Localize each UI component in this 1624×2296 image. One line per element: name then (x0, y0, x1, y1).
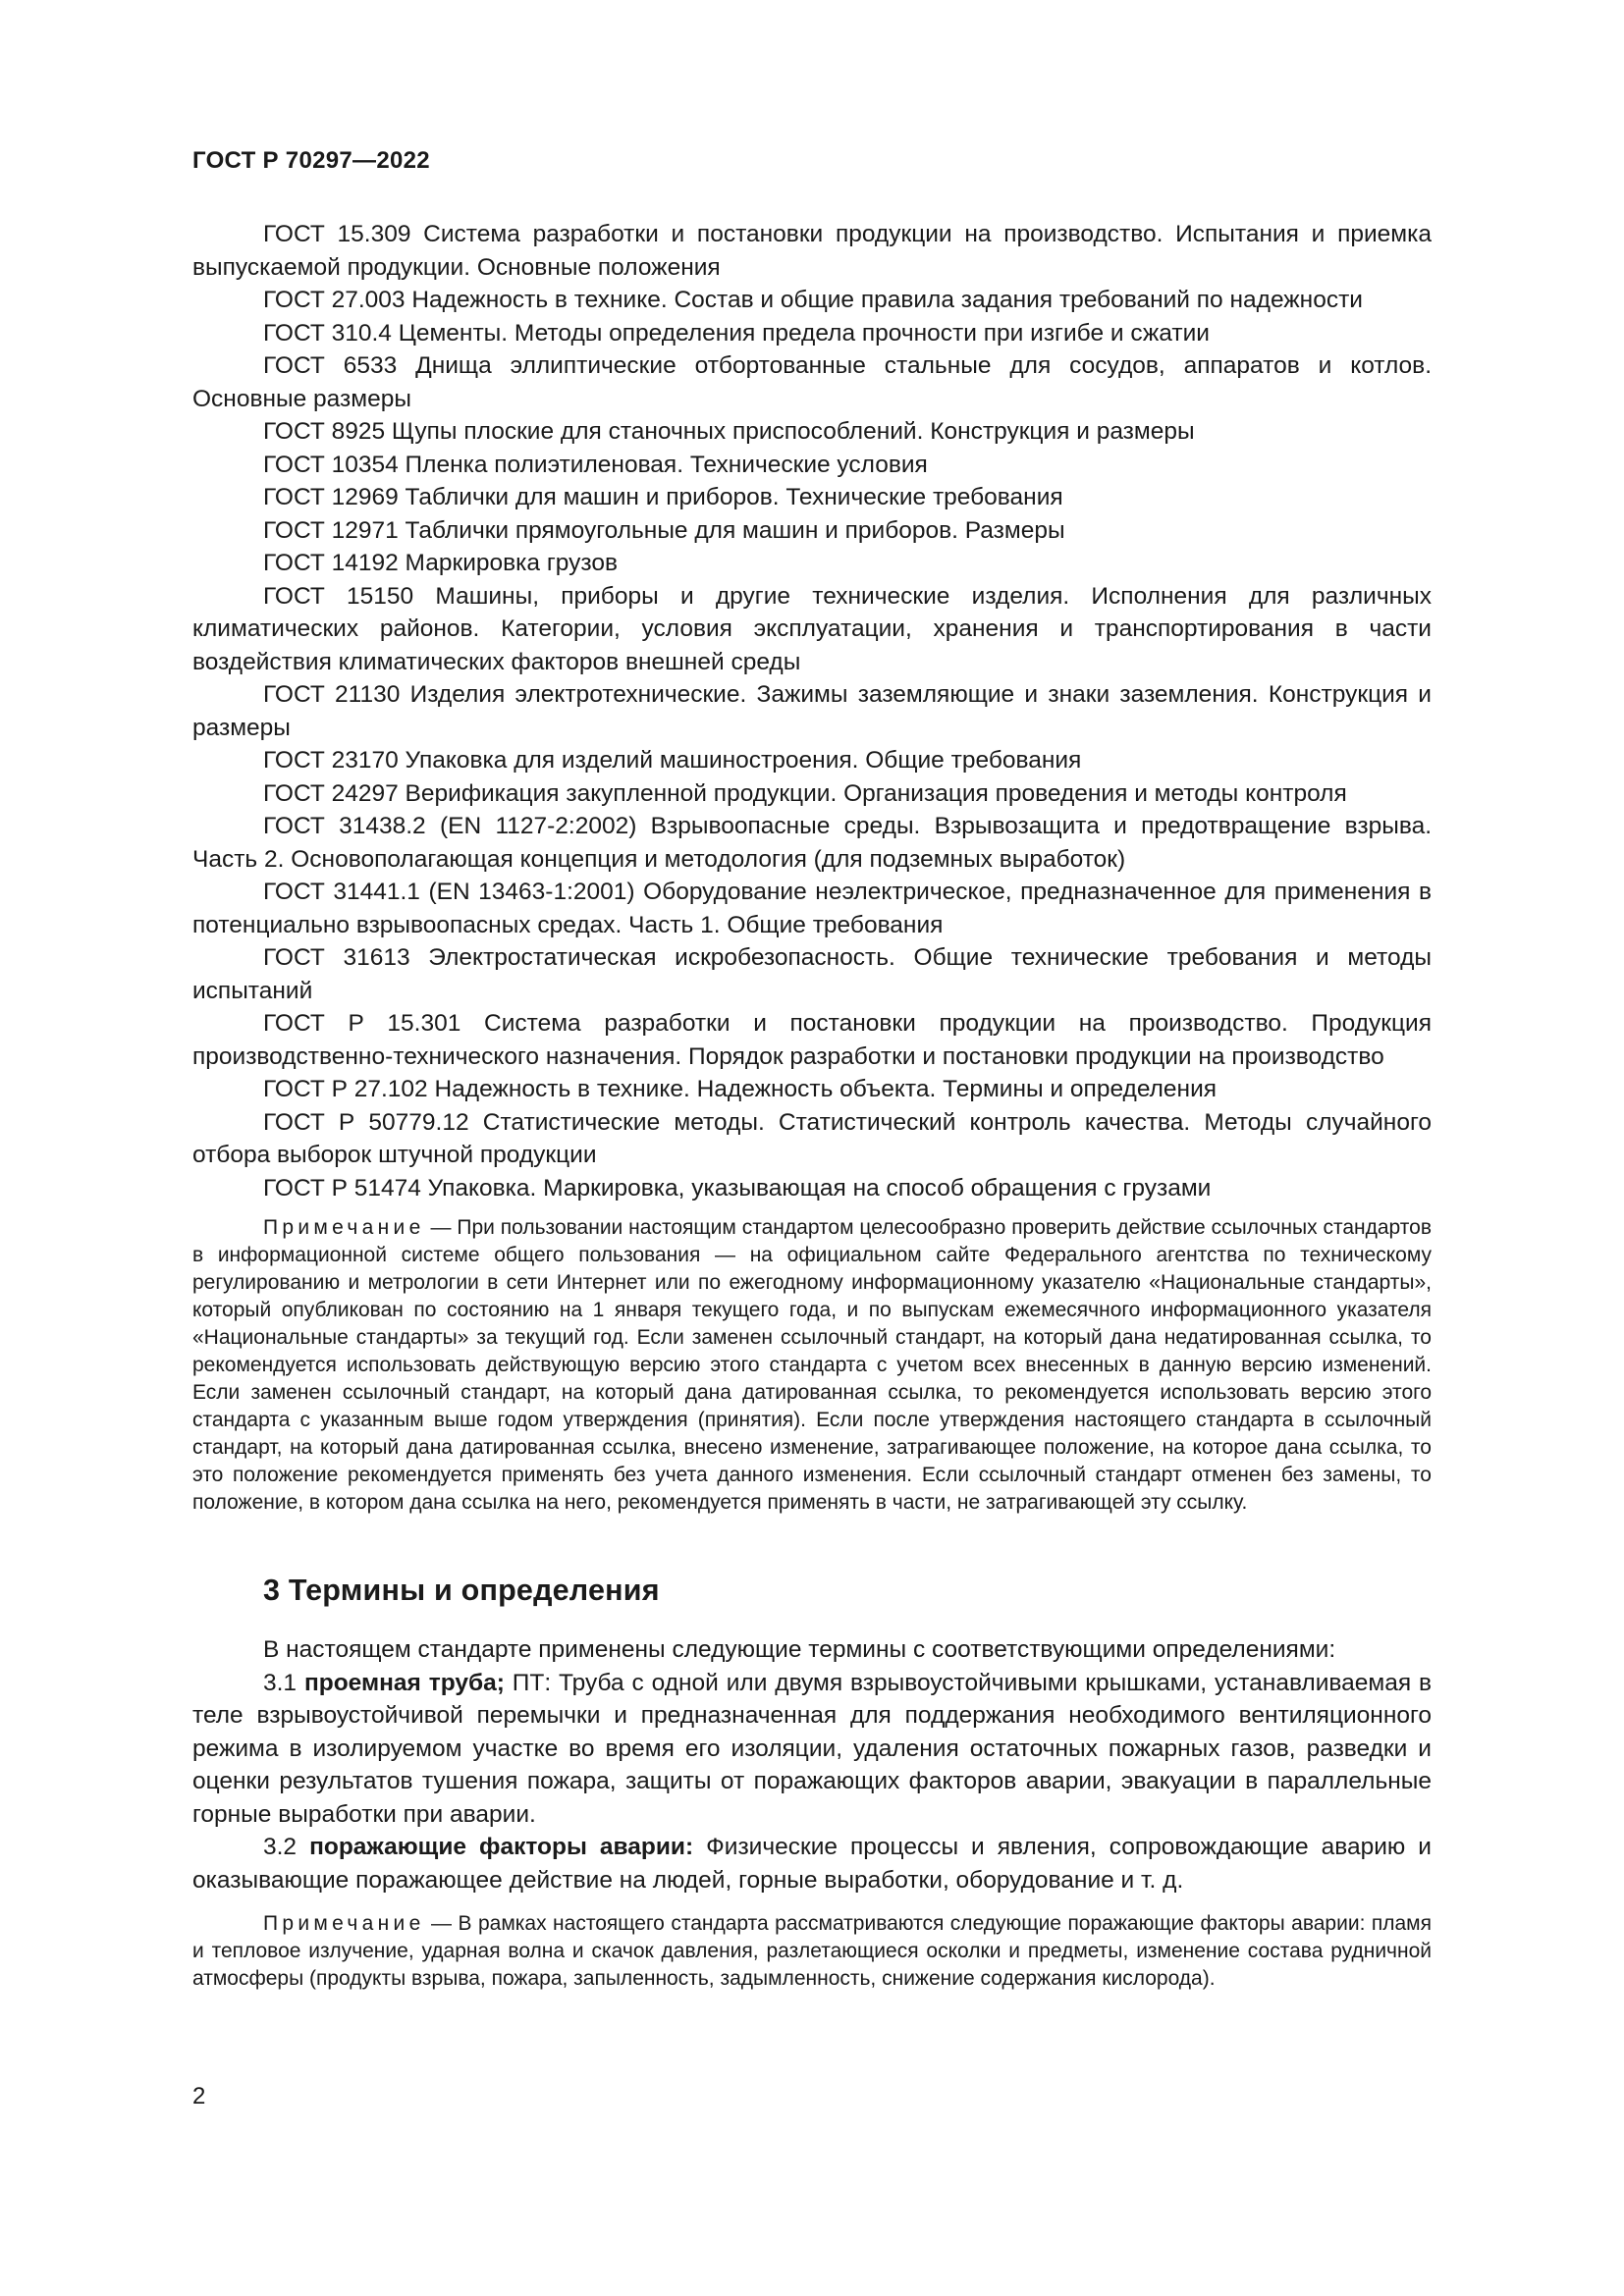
section-intro: В настоящем стандарте применены следующие термины с соответствующими определениями: (263, 1636, 1336, 1663)
term-name: проемная труба; (303, 1669, 505, 1696)
note-text: — В рамках настоящего стандарта рассматриваются следующие поражающие факторы аварии: пламя и тепловое излучение, ударная волна и скачок давления, разлетающиеся осколки и предметы, изменение состава рудничной атмосферы (продукты взрыва, пожара, запыленность, задымленность, снижение содержания кислорода). (192, 1912, 1432, 1990)
page-content (192, 218, 1432, 1993)
reference-item: ГОСТ Р 15.301 Система разработки и постановки продукции на производство. Продукция производственно-технического назначения. Порядок разработки и постановки продукции на производство (192, 1010, 1432, 1070)
page-number: 2 (192, 2083, 206, 2109)
reference-item: ГОСТ Р 51474 Упаковка. Маркировка, указывающая на способ обращения с грузами (263, 1174, 1212, 1201)
reference-item: ГОСТ 24297 Верификация закупленной продукции. Организация проведения и методы контроля (263, 779, 1347, 807)
reference-item: ГОСТ Р 27.102 Надежность в технике. Надежность объекта. Термины и определения (263, 1076, 1218, 1102)
note-text: — При пользовании настоящим стандартом целесообразно проверить действие ссылочных стандартов в информационной системе общего пользования — на официальном сайте Федерального агентства по техническому регулированию и метрологии в сети Интернет или по ежегодному информационному указателю «Национальные стандарты», который опубликован по состоянию на 1 января текущего года, и по выпускам ежемесячного информационного указателя «Национальные стандарты» за текущий год. Если заменен ссылочный стандарт, на который дана недатированная ссылка, то рекомендуется использовать действующую версию этого стандарта с учетом всех внесенных в данную версию изменений. Если заменен ссылочный стандарт, на который дана датированная ссылка, то рекомендуется использовать версию этого стандарта с указанным выше годом утверждения (принятия). Если после утверждения настоящего стандарта в ссылочный стандарт, на который дана датированная ссылка, внесено изменение, затрагивающее положение, на которое дана ссылка, то это положение рекомендуется применять без учета данного изменения. Если ссылочный стандарт отменен без замены, то положение, в котором дана ссылка на него, рекомендуется применять в части, не затрагивающей эту ссылку. (192, 1216, 1432, 1514)
reference-item: ГОСТ 27.003 Надежность в технике. Состав и общие правила задания требований по надежности (263, 287, 1363, 313)
reference-item: ГОСТ 12969 Таблички для машин и приборов. Технические требования (263, 484, 1063, 510)
reference-item: ГОСТ 8925 Щупы плоские для станочных приспособлений. Конструкция и размеры (263, 418, 1195, 445)
reference-item: ГОСТ 6533 Днища эллиптические отбортованные стальные для сосудов, аппаратов и котлов. Основные размеры (192, 352, 1432, 412)
term-text: ПТ: Труба с одной или двумя взрывоустойчивыми крышками, устанавливаемая в теле взрывоустойчивой перемычки и предназначенная для поддержания необходимого вентиляционного режима в изолируемом участке во время его изоляции, удаления остаточных пожарных газов, разведки и оценки результатов тушения пожара, защиты от поражающих факторов аварии, эвакуации в параллельные горные выработки при аварии. (192, 1669, 1433, 1828)
term-text: Физические процессы и явления, сопровождающие аварию и оказывающие поражающее действие на людей, горные выработки, оборудование и т. д. (192, 1834, 1432, 1894)
note-label: Примечание (263, 1216, 425, 1239)
references-note (192, 1214, 1432, 1517)
note-label: Примечание (263, 1912, 425, 1935)
reference-item: ГОСТ Р 50779.12 Статистические методы. Статистический контроль качества. Методы случайного отбора выборок штучной продукции (192, 1108, 1432, 1168)
terms-note (192, 1910, 1432, 1993)
term-number: 3.1 (263, 1669, 304, 1696)
term-name: поражающие факторы аварии: (309, 1834, 694, 1860)
reference-item: ГОСТ 23170 Упаковка для изделий машиностроения. Общие требования (263, 747, 1082, 774)
section-title: 3 Термины и определения (263, 1574, 660, 1607)
term-definition (192, 1831, 1432, 1896)
term-number: 3.2 (263, 1834, 310, 1860)
reference-item: ГОСТ 31438.2 (EN 1127-2:2002) Взрывоопасные среды. Взрывозащита и предотвращение взрыва. Часть 2. Основополагающая концепция и методология (для подземных выработок) (192, 813, 1432, 873)
reference-item: ГОСТ 31441.1 (EN 13463-1:2001) Оборудование неэлектрическое, предназначенное для применения в потенциально взрывоопасных средах. Часть 1. Общие требования (192, 879, 1432, 938)
reference-item: ГОСТ 15.309 Система разработки и постановки продукции на производство. Испытания и приемка выпускаемой продукции. Основные положения (192, 221, 1432, 281)
reference-item: ГОСТ 12971 Таблички прямоугольные для машин и приборов. Размеры (263, 516, 1065, 544)
reference-item: ГОСТ 10354 Пленка полиэтиленовая. Технические условия (263, 451, 928, 478)
reference-item: ГОСТ 15150 Машины, приборы и другие технические изделия. Исполнения для различных климатических районов. Категории, условия эксплуатации, хранения и транспортирования в части воздействия климатических факторов внешней среды (192, 582, 1432, 675)
reference-item: ГОСТ 31613 Электростатическая искробезопасность. Общие технические требования и методы испытаний (192, 944, 1432, 1004)
reference-item: ГОСТ 21130 Изделия электротехнические. Зажимы заземляющие и знаки заземления. Конструкция и размеры (192, 681, 1432, 741)
term-definition (192, 1667, 1432, 1832)
reference-item: ГОСТ 14192 Маркировка грузов (263, 550, 618, 576)
document-header: ГОСТ Р 70297—2022 (192, 147, 430, 174)
reference-item: ГОСТ 310.4 Цементы. Методы определения предела прочности при изгибе и сжатии (263, 319, 1210, 347)
references-list (192, 218, 1432, 1204)
